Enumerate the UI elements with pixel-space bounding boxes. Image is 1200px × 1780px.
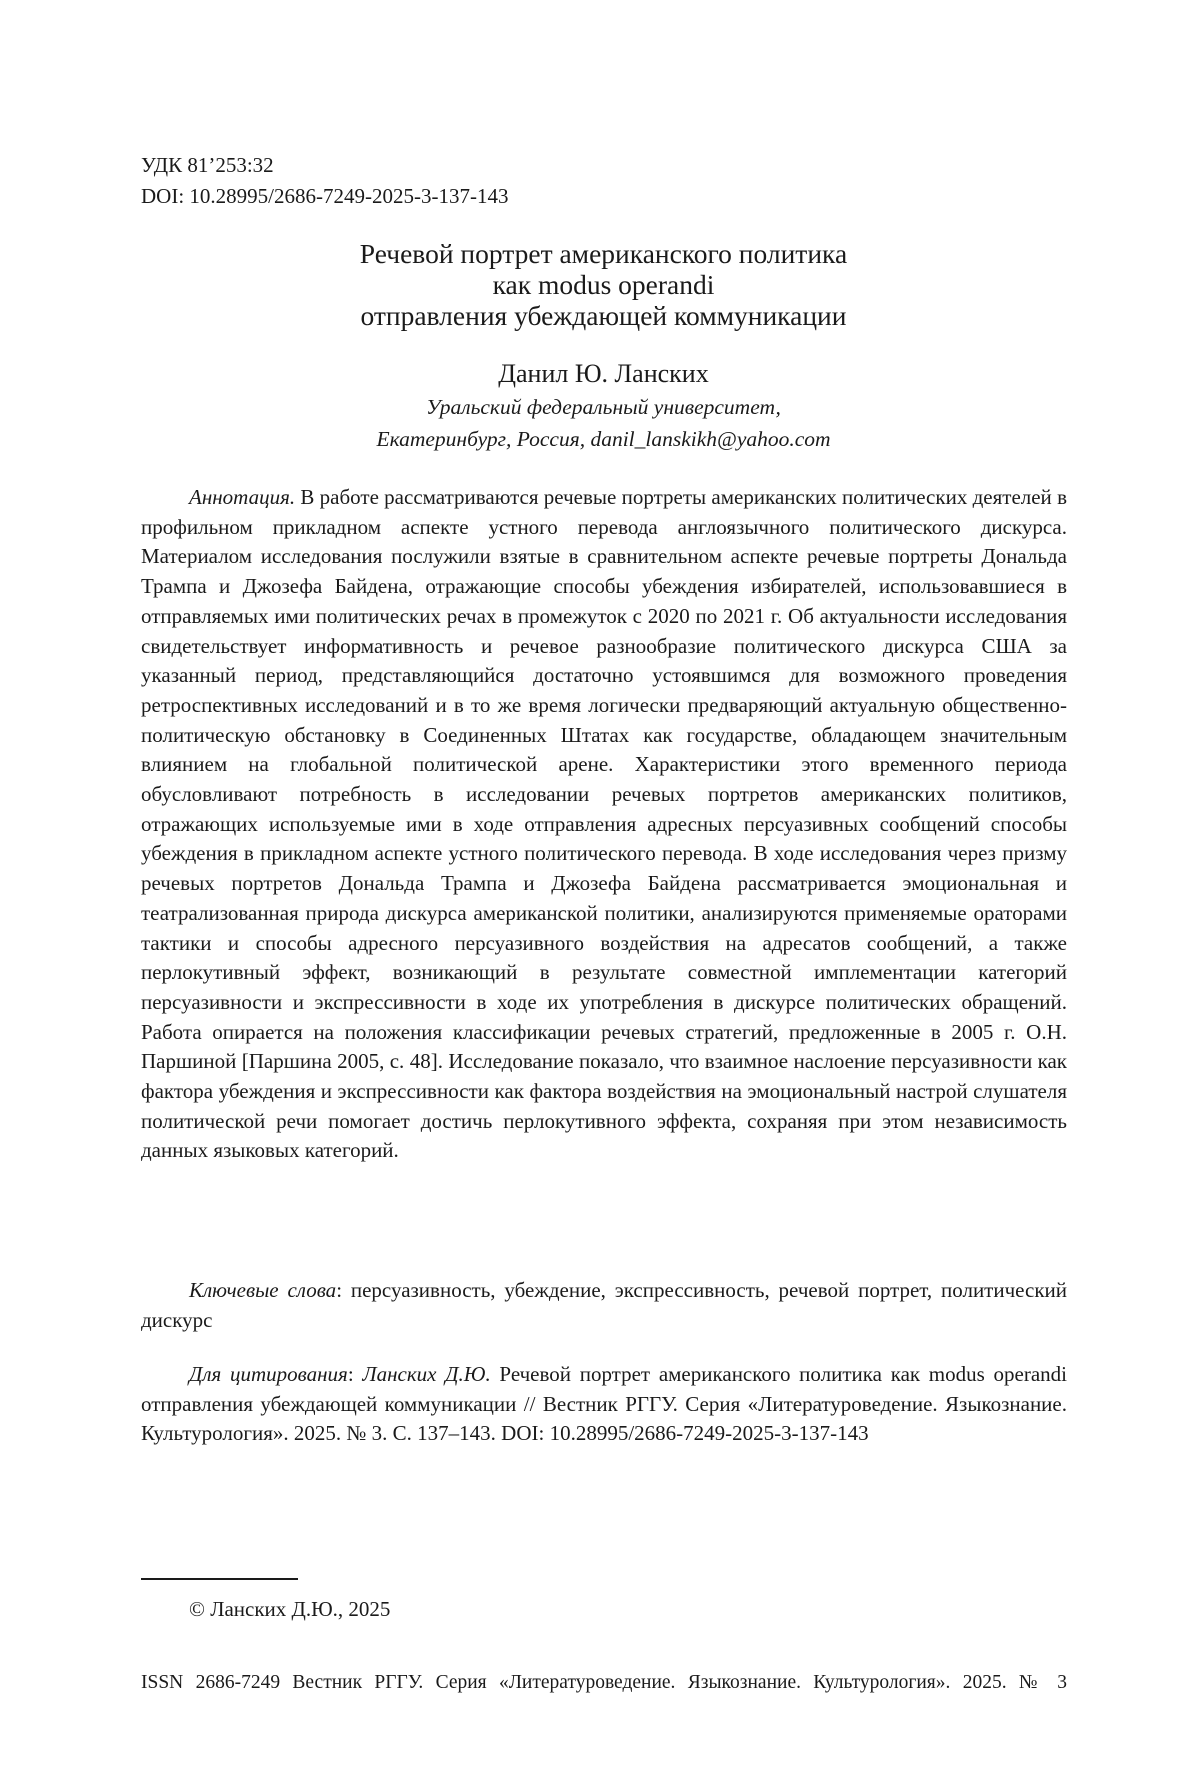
citation-paragraph [141, 1360, 1067, 1449]
article-title [141, 238, 1066, 331]
citation-text: Речевой портрет американского политика как modus operandi отправления убеждающей коммуникации // Вестник РГГУ. Серия «Литературове­дение. Языкознание. Культурология». 2025. № 3. С. 137–143. DOI: 10.28995/2686-7249-2025-3-137-143 [141, 1362, 1067, 1445]
author-name: Данил Ю. Ланских [141, 358, 1066, 390]
abstract-paragraph [141, 483, 1067, 1166]
title-line-1: Речевой портрет американского политика [141, 238, 1066, 269]
author-location-email: Екатеринбург, Россия, danil_lanskikh@yahoo.com [141, 423, 1066, 455]
journal-footer: ISSN 2686-7249 Вестник РГГУ. Серия «Литературоведение. Языкознание. Культурология». 2025. № 3 [141, 1669, 1067, 1697]
abstract-text: В работе рассматриваются речевые портреты американских политических деятелей в профильном прикладном аспекте устного перевода англоязычного политического дискурса. Материалом исследования послужили взятые в сравнительном аспекте речевые пор­треты Дональда Трампа и Джозефа Байдена, отражающие способы убеждения избирателей, использовавшиеся в отправляемых ими политических речах в промежуток с 2020 по 2021 г. Об актуальности исследования свидетельствует информативность и речевое разнообразие политического дискурса США за указанный период, представляющийся достаточно устояв­шимся для возможного проведения ретроспективных исследований и в то же время логически предваряющий актуальную общественно-политическую обстановку в Соединенных Штатах как государстве, обладающем значительным влиянием на глобальной политической арене. Характеристики этого временного периода обусловливают потребность в исследовании рече­вых портретов американских политиков, отражающих используемые ими в ходе отправления адресных персуазивных сообщений способы убеждения в прикладном аспекте устного поли­тического перевода. В ходе исследования через призму речевых портретов Дональда Трампа и Джозефа Байдена рассматривается эмоциональная и театрализованная природа дискурса американской политики, анализируются применяемые ораторами тактики и способы адрес­ного персуазивного воздействия на адресатов сообщений, а также перлокутивный эффект, возникающий в результате совместной имплементации категорий персуазивности и экспрес­сивности в ходе их употребления в дискурсе политических обращений. Работа опирается на положения классификации речевых стратегий, предложенные в 2005 г. О.Н. Паршиной [Паршина 2005, с. 48]. Исследование показало, что взаимное наслоение персуазивности как фактора убеждения и экспрессивности как фактора воздействия на эмоциональный настрой слушателя политической речи помогает достичь перлокутивного эффекта, сохраняя при этом независимость данных языковых категорий. [141, 485, 1067, 1162]
keywords-paragraph [141, 1276, 1067, 1335]
abstract-label: Аннотация. [189, 485, 295, 509]
author-affiliation-block [141, 391, 1066, 455]
citation-separator: : [348, 1362, 363, 1386]
udk-code: УДК 81’253:32 [141, 150, 508, 181]
doi-code: DOI: 10.28995/2686-7249-2025-3-137-143 [141, 181, 508, 212]
citation-author: Ланских Д.Ю. [362, 1362, 490, 1386]
article-identifiers [141, 150, 508, 212]
article-page [0, 0, 1200, 1780]
author-affiliation: Уральский федеральный университет, [141, 391, 1066, 423]
keywords-text: : персуазивность, убеждение, экспрессивность, речевой портрет, полити­ческий дискурс [141, 1278, 1067, 1332]
copyright-notice: © Ланских Д.Ю., 2025 [189, 1594, 390, 1624]
citation-label: Для цитирования [189, 1362, 348, 1386]
citation-section [141, 1360, 1067, 1449]
title-line-2: как modus operandi [141, 269, 1066, 300]
abstract-section [141, 483, 1067, 1166]
title-line-3: отправления убеждающей коммуникации [141, 300, 1066, 331]
footnote-rule [141, 1578, 298, 1580]
keywords-section [141, 1276, 1067, 1335]
keywords-label: Ключевые слова [189, 1278, 336, 1302]
